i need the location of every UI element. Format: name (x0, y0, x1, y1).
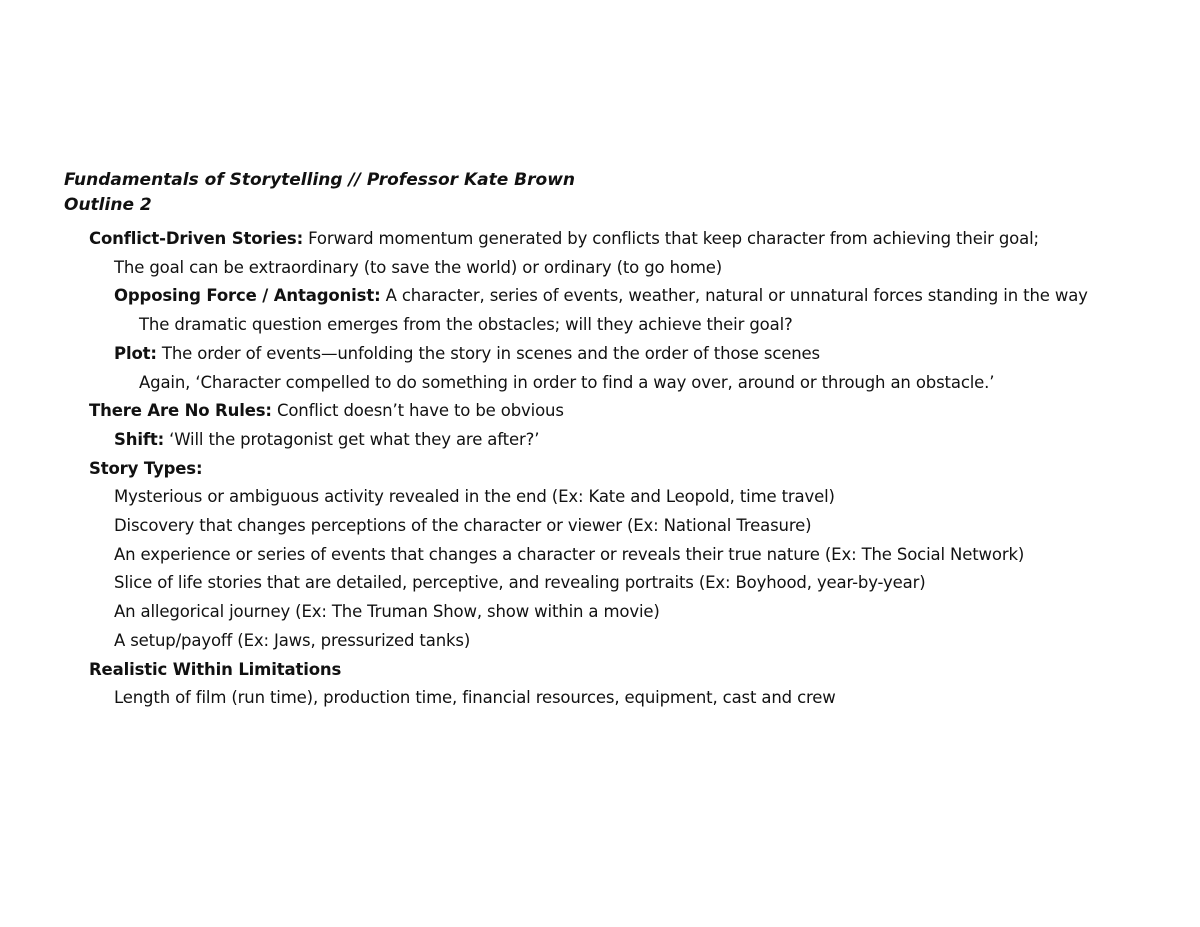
outline-item (89, 658, 341, 682)
document-subtitle: Outline 2 (64, 195, 152, 215)
outline-item (114, 342, 820, 366)
outline-text: The order of events—unfolding the story in scenes and the order of those scenes (156, 343, 820, 363)
outline-item (114, 514, 811, 538)
outline-term: Story Types: (89, 458, 203, 478)
document-title: Fundamentals of Storytelling // Professor Kate Brown (64, 170, 576, 190)
outline-text: Conflict doesn’t have to be obvious (271, 401, 564, 421)
outline-text: The dramatic question emerges from the obstacles; will they achieve their goal? (139, 315, 793, 335)
outline-text: Again, ‘Character compelled to do something in order to find a way over, around or through an obstacle.’ (139, 372, 995, 392)
outline-text: Forward momentum generated by conflicts that keep character from achieving their goal; (303, 229, 1039, 248)
outline-text: ‘Will the protagonist get what they are after?’ (164, 429, 540, 449)
outline-term: Plot: (114, 343, 157, 363)
outline-item (89, 457, 202, 481)
outline-item (114, 485, 835, 509)
outline-term: Conflict-Driven Stories: (89, 229, 304, 248)
outline-text: Slice of life stories that are detailed, perceptive, and revealing portraits (Ex: Boyhood, year-by-year) (114, 573, 926, 593)
outline-item (114, 629, 470, 653)
outline-term: Shift: (114, 429, 165, 449)
outline-item (139, 313, 793, 337)
outline-item (114, 284, 1088, 308)
outline-item (114, 686, 836, 710)
outline-text: A character, series of events, weather, natural or unnatural forces standing in the way (380, 286, 1088, 306)
outline-term: There Are No Rules: (89, 401, 272, 421)
outline-text: Length of film (run time), production time, financial resources, equipment, cast and crew (114, 688, 836, 708)
outline-text: The goal can be extraordinary (to save the world) or ordinary (to go home) (114, 257, 723, 277)
outline-item (114, 543, 1024, 567)
outline-item (114, 571, 926, 595)
outline-text: A setup/payoff (Ex: Jaws, pressurized tanks) (114, 630, 471, 650)
document-header (64, 168, 575, 218)
outline-text: Discovery that changes perceptions of the character or viewer (Ex: National Treasure) (114, 516, 812, 535)
outline-text: An experience or series of events that changes a character or reveals their true nature (Ex: The Social Network) (114, 544, 1025, 564)
outline-item (114, 428, 539, 452)
outline-item (139, 371, 994, 395)
outline-item (89, 227, 1039, 251)
outline-item (89, 399, 564, 423)
outline-term: Realistic Within Limitations (89, 659, 342, 679)
outline-item (114, 600, 660, 624)
outline-text: An allegorical journey (Ex: The Truman Show, show within a movie) (114, 602, 660, 622)
outline-text: Mysterious or ambiguous activity revealed in the end (Ex: Kate and Leopold, time travel) (114, 487, 835, 507)
outline-term: Opposing Force / Antagonist: (114, 286, 381, 306)
outline-item (114, 256, 722, 280)
